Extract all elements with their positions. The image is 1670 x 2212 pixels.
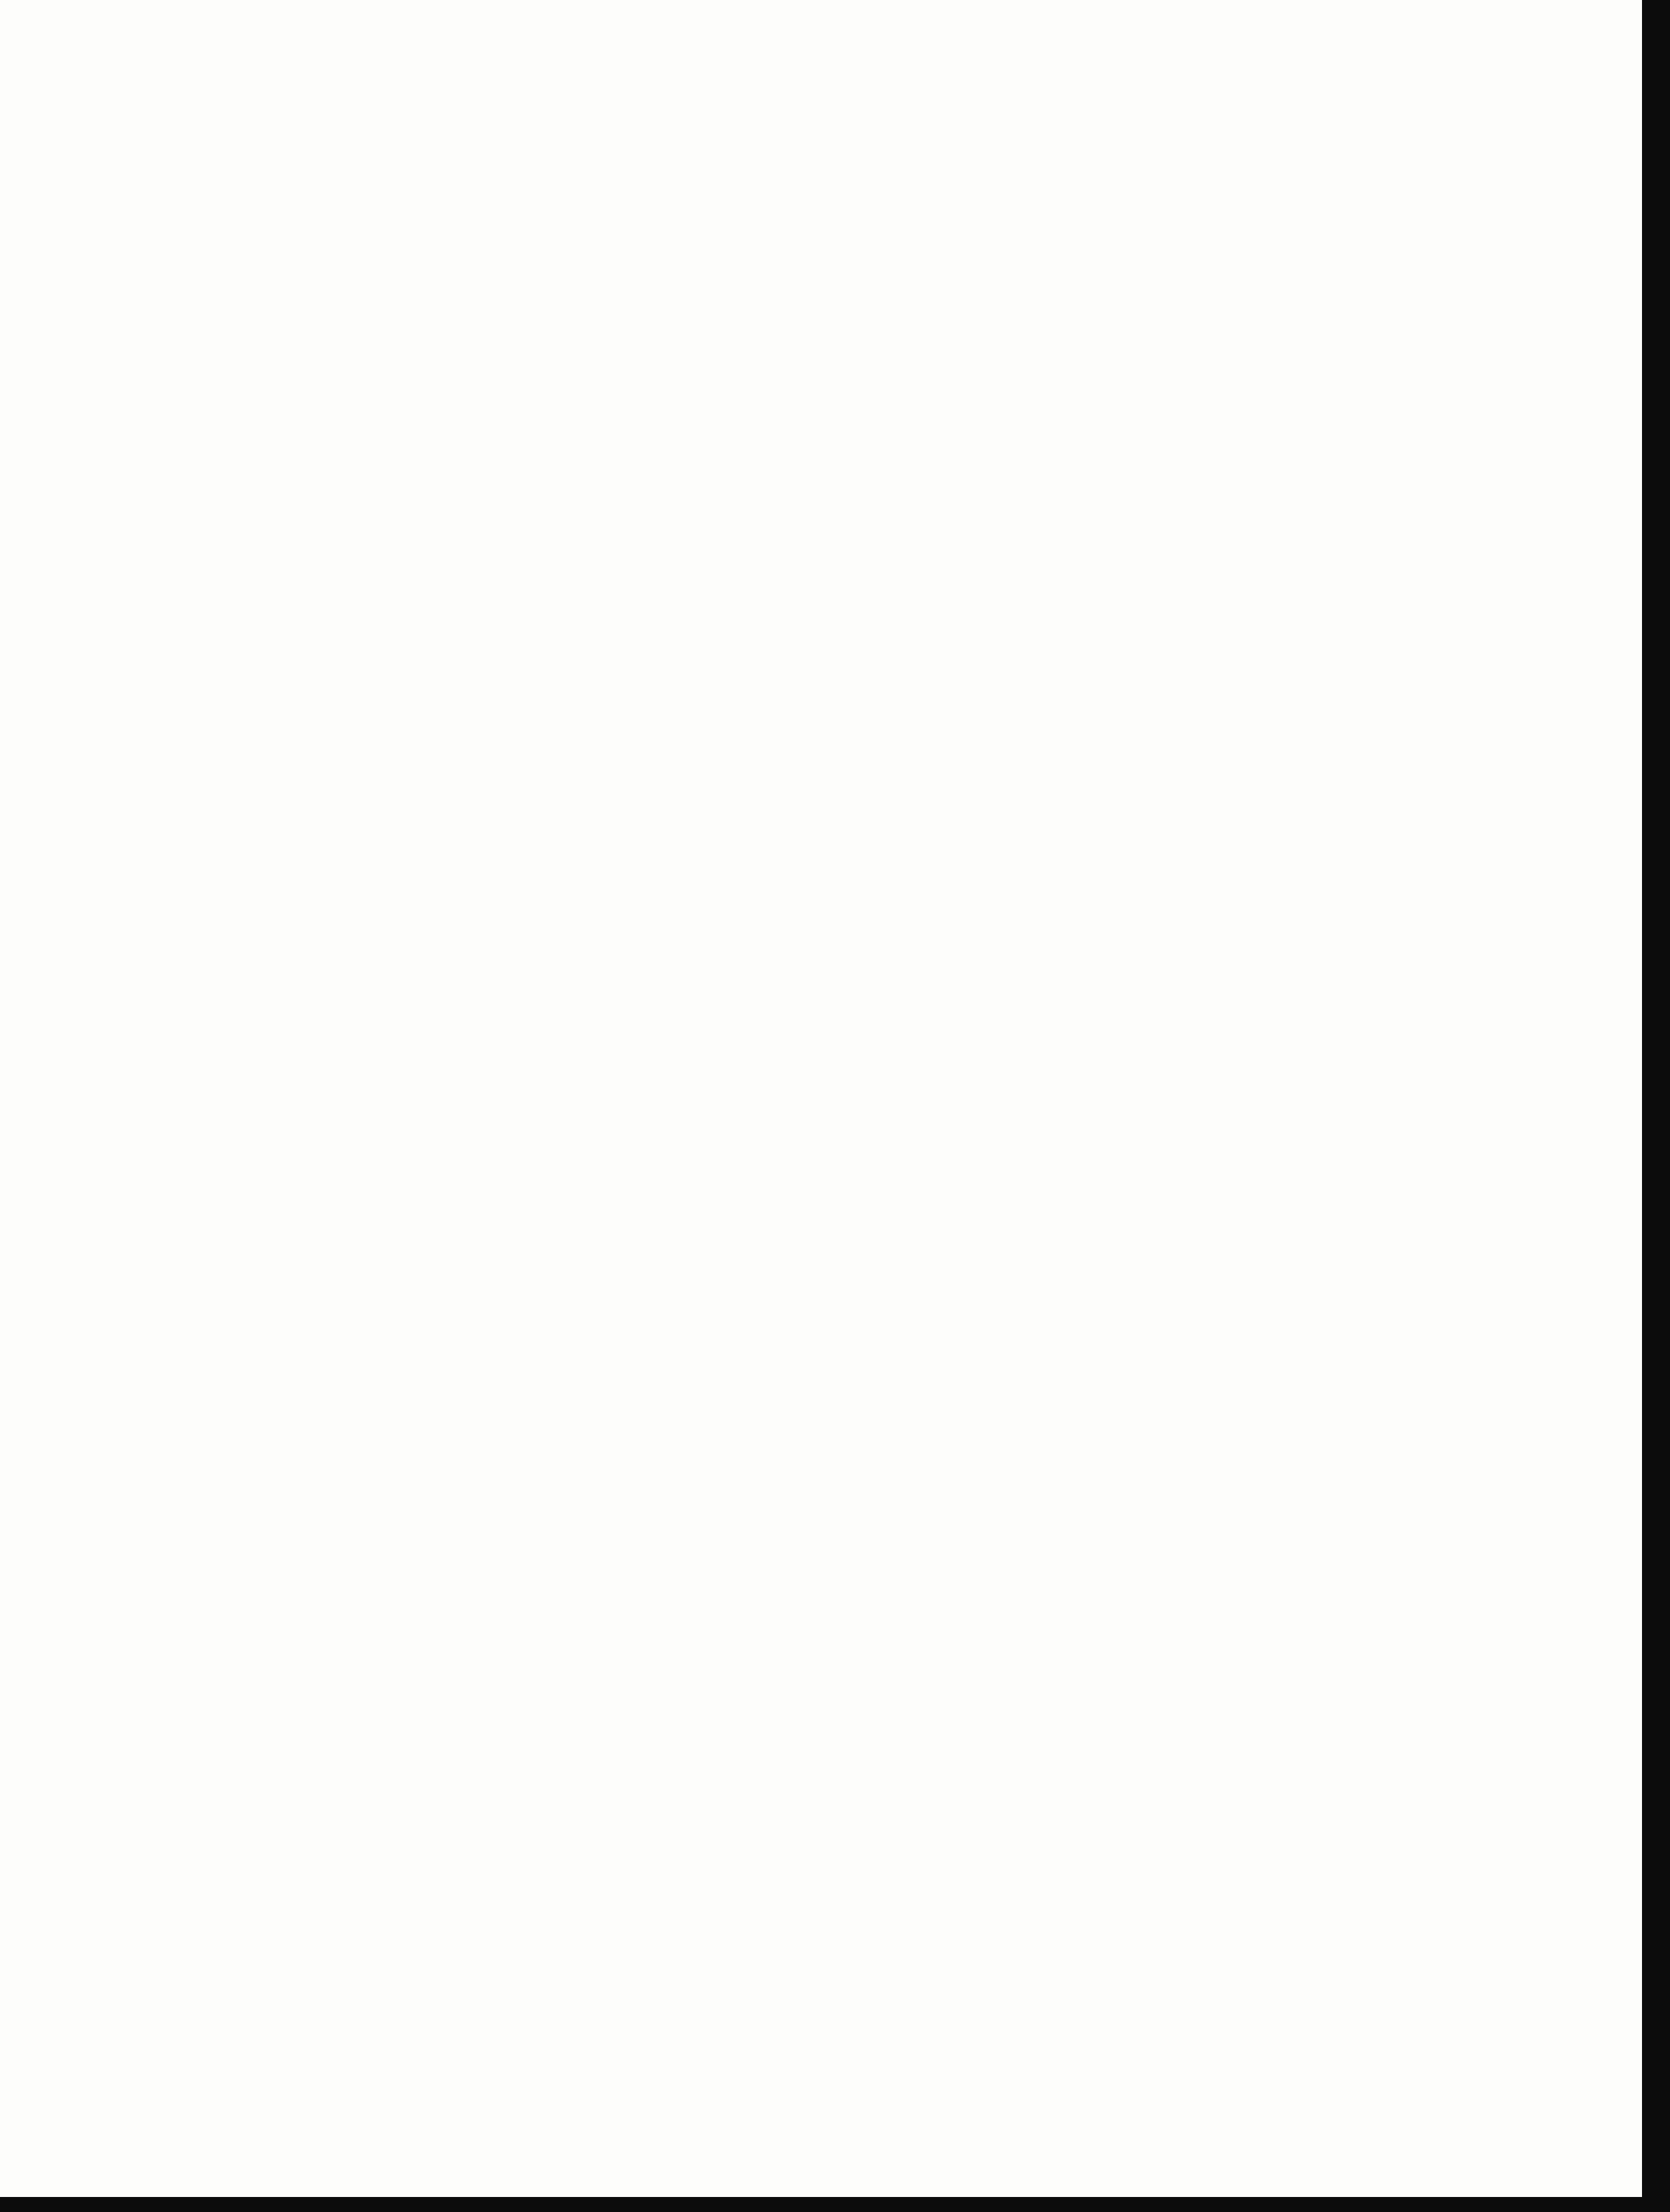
scan-edge-right xyxy=(1642,0,1670,2212)
scan-edge-bottom xyxy=(0,2197,1670,2212)
